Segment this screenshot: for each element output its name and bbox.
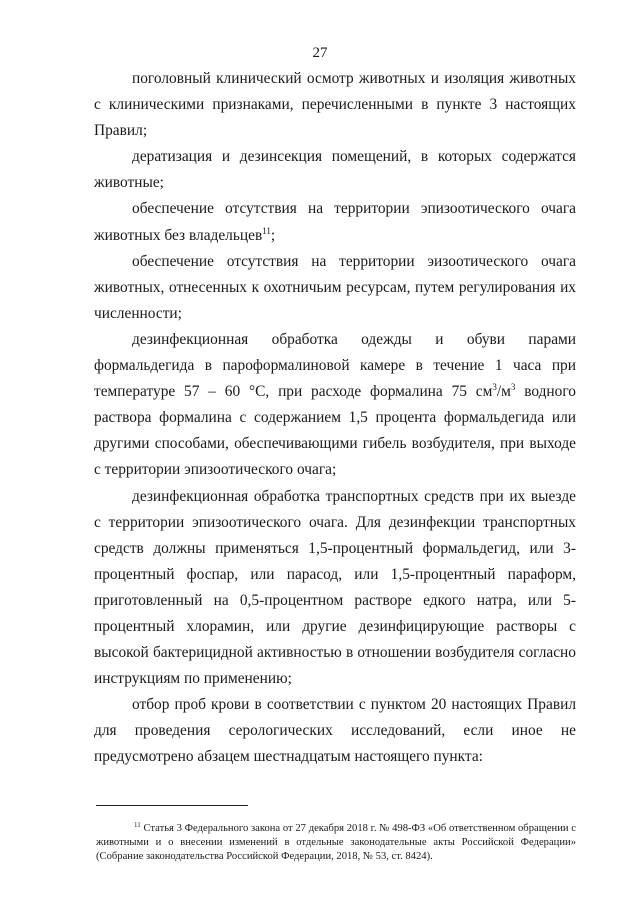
clothing-disinfection-text-b: /м [496, 383, 511, 401]
paragraph-stray-animals-text: обеспечение отсутствия на территории эпизоотического очага животных без владельцев [94, 200, 576, 244]
paragraph-deratization: дератизация и дезинсекция помещений, в которых содержатся животные; [94, 148, 576, 192]
footnote-separator [96, 805, 248, 806]
paragraph-clothing-disinfection [94, 327, 576, 484]
footnote-reference: 11 [262, 225, 271, 236]
paragraph-stray-animals-tail: ; [270, 226, 276, 244]
superscript-cube-b: 3 [510, 382, 516, 393]
paragraph-clinical-inspection: поголовный клинический осмотр животных и изоляция животных с клиническими признаками, перечисленными в пункте 3 настоящих Правил; [94, 70, 576, 140]
paragraph-blood-sampling: отбор проб крови в соответствии с пунктом 20 настоящих Правил для проведения серологических исследований, если иное не предусмотрено абзацем шестнадцатым настоящего пункта: [94, 696, 576, 766]
footnote [96, 822, 576, 865]
clothing-disinfection-text-a: дезинфекционная обработка одежды и обуви парами формальдегида в пароформалиновой камере в течение 1 часа при температуре 57 – 60 °С, при расходе формалина 75 см [94, 330, 576, 401]
paragraph-stray-animals [94, 196, 576, 248]
document-body [94, 66, 576, 771]
footnote-text: Статья 3 Федерального закона от 27 декабря 2018 г. № 498-ФЗ «Об ответственном обращении с животными и о внесении изменений в отдельные законодательные акты Российской Федерации» (Собрание законодательства Российской Федерации, 2018, № 53, ст. 8424). [96, 823, 576, 863]
clothing-disinfection-text-c: водного раствора формалина с содержанием 1,5 процента формальдегида или другими способами, обеспечивающими гибель возбудителя, при выходе с территории эпизоотического очага; [94, 383, 576, 479]
page-number: 27 [312, 45, 328, 61]
footnote-marker: 11 [134, 821, 141, 829]
paragraph-vehicle-disinfection: дезинфекционная обработка транспортных средств при их выезде с территории эпизоотического очага. Для дезинфекции транспортных средств должны применяться 1,5-процентный формальдегид, или 3-процентный фоспар, или парасод, или 1,5-процентный параформ, приготовленный на 0,5-процентном растворе едкого натра, или 5-процентный хлорамин, или другие дезинфицирующие растворы с высокой бактерицидной активностью в отношении возбудителя согласно инструкциям по применению; [94, 487, 576, 688]
superscript-cube-a: 3 [492, 382, 497, 393]
paragraph-hunting-resources: обеспечение отсутствия на территории эизоотического очага животных, отнесенных к охотничьим ресурсам, путем регулирования их численности; [94, 252, 576, 322]
